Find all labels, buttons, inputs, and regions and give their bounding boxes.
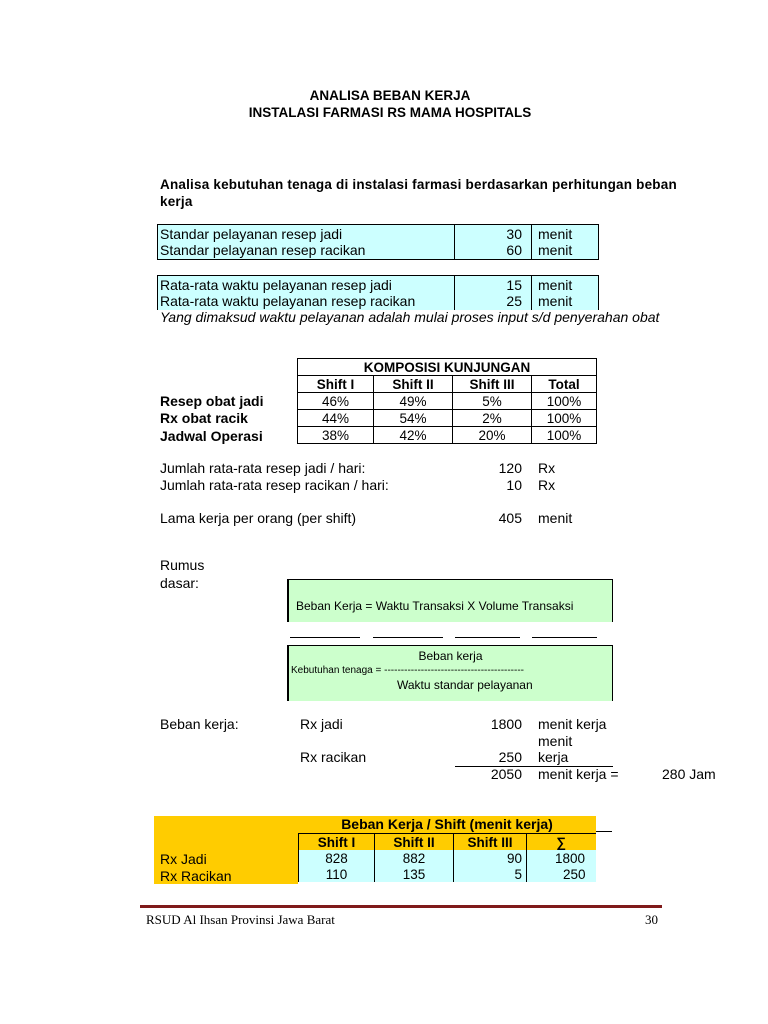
rata-box (157, 275, 599, 310)
shift-header-3: Shift III (454, 834, 527, 850)
jumlah-label-racikan: Jumlah rata-rata resep racikan / hari: (160, 477, 389, 493)
beban-total-value: 2050 (490, 766, 522, 782)
jumlah-value-jadi: 120 (498, 460, 522, 476)
row-label-resep-jadi: Resep obat jadi (160, 393, 264, 409)
jumlah-unit-racikan: Rx (538, 477, 556, 493)
table-row (299, 850, 596, 866)
cell: 42% (374, 427, 453, 444)
page-title: ANALISA BEBAN KERJA (309, 88, 471, 103)
cell: 54% (374, 410, 453, 427)
shift-header-2: Shift II (375, 834, 454, 850)
komposisi-title: KOMPOSISI KUNJUNGAN (298, 359, 597, 376)
shift-row-label-rx-jadi: Rx Jadi (160, 851, 207, 867)
cell: 90 (454, 850, 527, 866)
rata-unit-racikan: menit (538, 293, 573, 309)
cell: 1800 (527, 850, 596, 866)
formula-denominator: Waktu standar pelayanan (397, 678, 533, 692)
formula-kebutuhan-tenaga: Kebutuhan tenaga = ------------------------------------------ (291, 665, 525, 676)
cell: 100% (532, 427, 597, 444)
shift-header-1: Shift I (299, 834, 375, 850)
beban-kerja-word: kerja (538, 749, 569, 765)
rata-label-racikan: Rata-rata waktu pelayanan resep racikan (160, 293, 416, 309)
beban-rx-jadi: Rx jadi (300, 716, 343, 732)
table-row (299, 866, 596, 882)
row-label-jadwal-operasi: Jadwal Operasi (160, 428, 263, 444)
cell: 135 (375, 866, 454, 882)
note-text: Yang dimaksud waktu pelayanan adalah mulai proses input s/d penyerahan obat (160, 309, 660, 325)
formula-beban-kerja: Beban Kerja = Waktu Transaksi X Volume Transaksi (296, 599, 574, 613)
lama-unit: menit (538, 510, 573, 526)
formula-box-1 (287, 579, 613, 622)
cell: 5 (454, 866, 527, 882)
cell: 100% (532, 393, 597, 410)
standar-value-racikan: 60 (506, 242, 522, 258)
cell: 828 (299, 850, 375, 866)
komposisi-table (297, 358, 597, 444)
table-row (298, 427, 597, 444)
jumlah-value-racikan: 10 (506, 477, 522, 493)
jumlah-label-jadi: Jumlah rata-rata resep jadi / hari: (160, 460, 366, 476)
cell: 882 (375, 850, 454, 866)
rumus-label-2: dasar: (160, 575, 199, 591)
standar-unit-jadi: menit (538, 226, 573, 242)
standar-label-racikan: Standar pelayanan resep racikan (160, 242, 366, 258)
rata-value-racikan: 25 (506, 293, 522, 309)
cell: 49% (374, 393, 453, 410)
beban-label: Beban kerja: (160, 716, 239, 732)
rata-value-jadi: 15 (506, 277, 522, 293)
beban-rx-racikan: Rx racikan (300, 749, 367, 765)
standar-unit-racikan: menit (538, 242, 573, 258)
jumlah-unit-jadi: Rx (538, 460, 556, 476)
row-label-rx-racik: Rx obat racik (160, 410, 248, 426)
standar-value-jadi: 30 (506, 226, 522, 242)
cell: 5% (453, 393, 532, 410)
beban-jam: 280 Jam (662, 766, 716, 782)
footer-rule (140, 905, 662, 908)
header-shift-1: Shift I (298, 376, 374, 393)
footer-page-number: 30 (645, 912, 658, 927)
beban-total-unit: menit kerja = (538, 766, 619, 782)
page-subtitle: INSTALASI FARMASI RS MAMA HOSPITALS (248, 105, 532, 120)
lama-value: 405 (498, 510, 522, 526)
rata-unit-jadi: menit (538, 277, 573, 293)
intro-heading: Analisa kebutuhan tenaga di instalasi farmasi berdasarkan perhitungan beban kerja (160, 177, 677, 209)
header-shift-3: Shift III (453, 376, 532, 393)
standar-box (157, 224, 599, 260)
cell: 44% (298, 410, 374, 427)
footer-institution: RSUD Al Ihsan Provinsi Jawa Barat (146, 912, 335, 927)
table-row (298, 410, 597, 427)
formula-box-2 (287, 645, 613, 701)
beban-rx-jadi-value: 1800 (490, 716, 522, 732)
table-row (298, 393, 597, 410)
cell: 100% (532, 410, 597, 427)
cell: 20% (453, 427, 532, 444)
cell: 2% (453, 410, 532, 427)
cell: 250 (527, 866, 596, 882)
rata-label-jadi: Rata-rata waktu pelayanan resep jadi (160, 277, 392, 293)
header-shift-2: Shift II (374, 376, 453, 393)
rumus-label: Rumus (160, 557, 205, 573)
beban-rx-jadi-unit: menit kerja (538, 716, 607, 732)
beban-menit-word: menit (538, 733, 573, 749)
standar-label-jadi: Standar pelayanan resep jadi (160, 226, 343, 242)
cell: 110 (299, 866, 375, 882)
shift-header-sum: ∑ (527, 834, 596, 850)
cell: 38% (298, 427, 374, 444)
shift-table (298, 834, 596, 882)
beban-rx-racikan-value: 250 (498, 749, 522, 765)
header-total: Total (532, 376, 597, 393)
cell: 46% (298, 393, 374, 410)
shift-table-title-bar (298, 816, 596, 834)
shift-table-title: Beban Kerja / Shift (menit kerja) (341, 816, 553, 832)
formula-numerator: Beban kerja (418, 649, 483, 663)
shift-row-label-rx-racikan: Rx Racikan (160, 868, 232, 884)
lama-label: Lama kerja per orang (per shift) (160, 510, 357, 526)
